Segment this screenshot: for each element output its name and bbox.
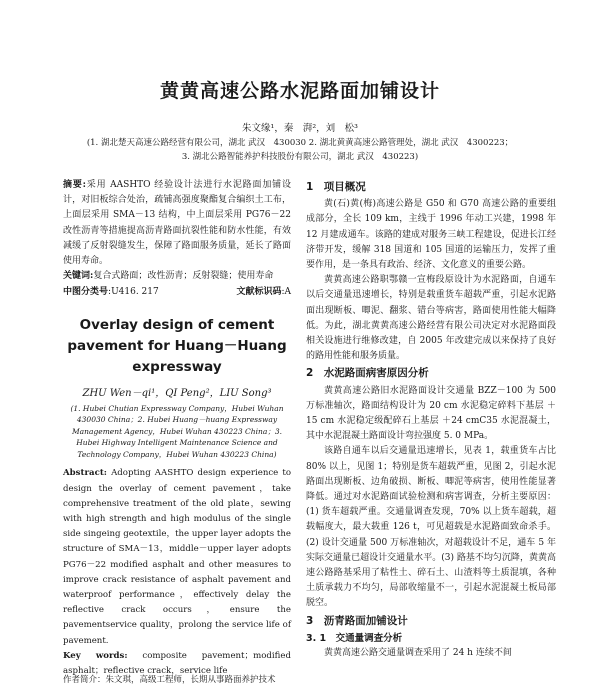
author-footnote: 作者简介：朱文琪，高级工程师，长期从事路面养护技术 — [63, 675, 276, 685]
section-1-paragraph-2: 黄黄高速公路职鄂赣一宣梅段原设计为水泥路面，自通车以后交通量迅速增长，特别是载重货车超载严重，引起水泥路面出现断板、唧泥、翻浆、错台等病害，路面使用性能大幅降低。为此，湖北黄黄高速公路经营有限公司决定对水泥路面段相关设施进行维修改建，自 2005 年改建完成以来保持了良好的路用性能和服务质量。 — [306, 275, 556, 362]
affiliations-en: (1. Hubei Chutian Expressway Company，Hubei Wuhan 430030 China；2. Hubei Huang－huang Expressway Management Agency，Hubei Wuhan 430223 China；3. Hubei Highway Intelligent Maintenance Science and Technology Company，Hubei Wuhan 430223 China) — [70, 403, 284, 459]
paper-title-cn: 黄黄高速公路水泥路面加铺设计 — [159, 80, 440, 102]
abstract-cn — [63, 178, 291, 269]
clc-value: U416. 217 — [111, 287, 159, 298]
abstract-en — [63, 466, 291, 648]
abstract-cn-label: 摘要: — [63, 180, 86, 190]
clc-label: 中图分类号 — [63, 287, 109, 298]
section-2-heading: 2 水泥路面病害原因分析 — [306, 367, 429, 380]
classification-line — [63, 285, 291, 300]
keywords-cn-label: 关键词: — [63, 271, 94, 282]
keywords-en-label: Key words: — [63, 650, 128, 661]
authors-en: ZHU Wen－qi¹，QI Peng²，LIU Song³ — [82, 387, 272, 399]
abstract-en-text: Adopting AASHTO design experience to design the overlay of cement pavement，take comprehensive treatment of the old plate，sewing with high strength and high modulus of the single side singeing geotextile，the upper layer adopts the structure of SMA－13，middle－upper layer adopts PG76－22 modified asphalt and other measures to improve crack resistance of asphalt pavement and waterproof performance，effectively delay the reflective crack occurs，ensure the pavementservice quality，prolong the service life of pavement. — [63, 468, 291, 646]
section-2-paragraph-1: 黄黄高速公路旧水泥路面设计交通量 BZZ－100 为 500 万标准轴次，路面结构设计为 20 cm 水泥稳定碎料下基层 ＋ 15 cm 水泥稳定级配碎石上基层 ＋24 cmC35 水泥混凝土，其中水泥混凝土路面设计弯拉强度 5. 0 MPa。 — [306, 385, 556, 442]
section-2-paragraph-2: 该路自通车以后交通量迅速增长，见表 1，载重货车占比 80% 以上，见图 1；特别是货车超载严重，见图 2，引起水泥路面出现断板、边角破损、断板、唧泥等病害，使用性能显著降低。通过对水泥路面试验检测和病害调查，分析主要原因：(1) 货车超载严重。交通量调查发现，70% 以上货车超载，超载幅度大，最大载重 126 t，可见超载是水泥路面致命杀手。(2) 设计交通量 500 万标准轴次，对超载设计不足，通车 5 年实际交通量已超设计交通量水平。(3) 路基不均匀沉降，黄黄高速公路路基采用了粘性土、碎石土、山渣料等土质混填，各种土质承载力不均匀，局部收缩量不一，引起水泥混凝土板局部脱空。 — [306, 446, 556, 609]
keywords-cn-text: 复合式路面；改性沥青；反射裂缝；使用寿命 — [93, 271, 274, 282]
section-3-heading: 3 沥青路面加铺设计 — [306, 614, 408, 627]
section-3-1-paragraph-1: 黄黄高速公路交通量调查采用了 24 h 连续不间 — [324, 648, 512, 659]
doc-code: 文献标识码:A — [236, 287, 291, 298]
abstract-cn-text: 采用 AASHTO 经验设计法进行水泥路面加铺设计，对旧板综合处治，疏铺高强度聚酯复合编织土工布，上面层采用 SMA－13 结构，中上面层采用 PG76－22 改性沥青等措施提高沥青路面抗裂性能和防水性能，有效减缓了反射裂缝发生，保障了路面服务质量，延长了路面使用寿命。 — [63, 180, 291, 267]
clc-number: 中图分类号:U416. 217 — [63, 287, 159, 298]
section-3-1-heading: 3. 1 交通量调查分析 — [306, 632, 403, 644]
keywords-cn — [63, 269, 291, 284]
paper-title-en: Overlay design of cement pavement for Huang－Huang expressway — [67, 316, 287, 375]
section-1-paragraph-1: 黄(石)黄(梅)高速公路是 G50 和 G70 高速公路的重要组成部分，全长 109 km，主线于 1996 年动工兴建，1998 年 12 月建成通车。该路的建成对服务三峡工程建设，促进长江经济带开发，缓解 318 国道和 105 国道的运输压力，发挥了重要作用，是一条具有政治、经济、文化意义的重要公路。 — [306, 199, 556, 271]
affiliation-cn-line-2: 3. 湖北公路智能养护科技股份有限公司，湖北 武汉 430223) — [181, 152, 419, 162]
authors-cn: 朱文缘¹，秦 湃²，刘 松³ — [242, 123, 358, 134]
doc-code-label: 文献标识码 — [236, 287, 282, 298]
keywords-en-text: composite pavement；modified asphalt；reflective crack，service life — [63, 650, 291, 676]
abstract-en-label: Abstract: — [63, 468, 107, 479]
doc-code-value: A — [284, 287, 291, 298]
right-column — [306, 178, 556, 661]
affiliation-cn-line-1: (1. 湖北楚天高速公路经营有限公司，湖北 武汉 430030 2. 湖北黄黄高速公路管理处，湖北 武汉 4300223； — [86, 138, 514, 148]
left-column — [63, 178, 291, 679]
section-1-heading: 1 项目概况 — [306, 181, 366, 193]
